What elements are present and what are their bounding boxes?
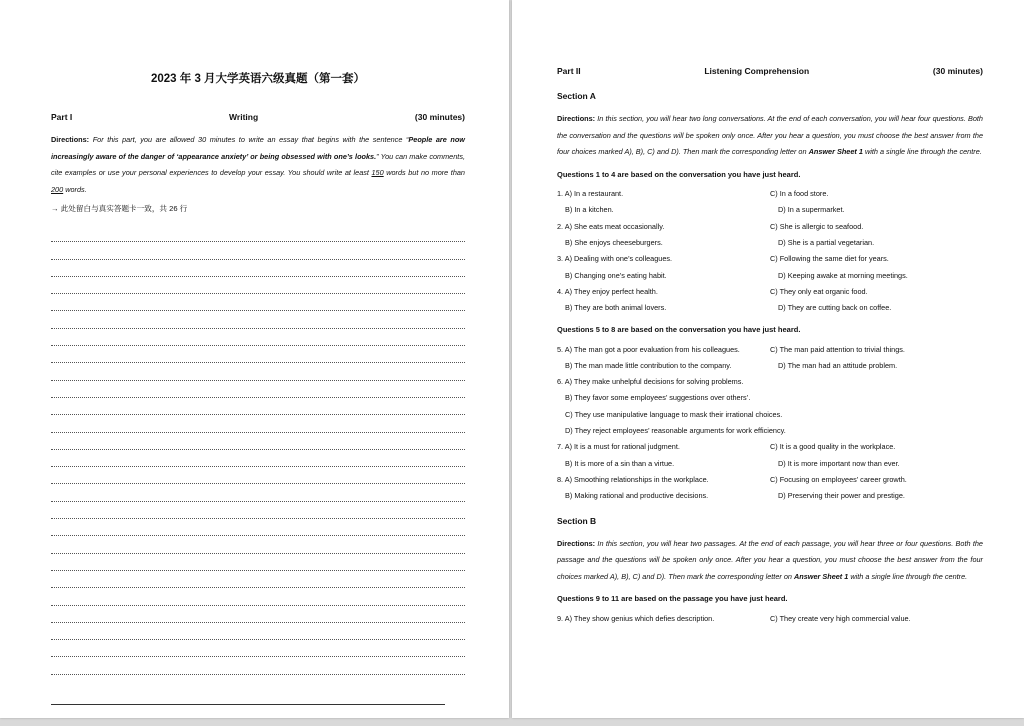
part-time: (30 minutes) bbox=[932, 66, 983, 76]
answer-sheet-ref: Answer Sheet 1 bbox=[793, 571, 849, 581]
answer-line bbox=[51, 588, 465, 605]
option: C) Focusing on employees’ career growth. bbox=[770, 474, 907, 484]
answer-line bbox=[51, 398, 465, 415]
option-row bbox=[557, 341, 983, 357]
option-row bbox=[557, 300, 983, 316]
option-row bbox=[557, 373, 983, 389]
option: D) In a supermarket. bbox=[778, 205, 845, 215]
exam-title: 2023 年 3 月大学英语六级真题（第一套） bbox=[150, 73, 366, 85]
directions-text: In this section, you will hear two passages. At the end of each passage, you will hear three or four questions. Both the passage and the questions will be spoken only once. After you hear a question, you must choose the best answer from the four choices marked A), B), C) and D). Then mark the corresponding letter on bbox=[557, 538, 983, 581]
answer-line bbox=[51, 502, 465, 519]
option: D) The man had an attitude problem. bbox=[778, 360, 898, 370]
answer-line bbox=[51, 294, 465, 311]
directions-text: For this part, you are allowed 30 minutes to write an essay that begins with the sentence “ bbox=[92, 135, 409, 144]
option-row bbox=[557, 406, 983, 422]
answer-line bbox=[51, 242, 465, 259]
questions-9-11-options bbox=[557, 610, 983, 626]
part-name: Listening Comprehension bbox=[704, 66, 810, 76]
part-label: Part I bbox=[51, 112, 73, 122]
left-page bbox=[0, 0, 509, 718]
option: B) They favor some employees’ suggestions over others’. bbox=[565, 393, 751, 403]
answer-sheet-ref: Answer Sheet 1 bbox=[808, 147, 863, 156]
answer-line bbox=[51, 484, 465, 501]
answer-line bbox=[51, 450, 465, 467]
answer-line bbox=[51, 346, 465, 363]
option-row bbox=[557, 488, 983, 504]
listening-part bbox=[557, 66, 983, 627]
section-a-directions bbox=[557, 111, 983, 161]
option: 8. A) Smoothing relationships in the workplace. bbox=[557, 474, 709, 484]
questions-1-4-heading: Questions 1 to 4 are based on the conversation you have just heard. bbox=[557, 169, 801, 179]
answer-line bbox=[51, 554, 465, 571]
writing-lines bbox=[51, 225, 465, 675]
option-row bbox=[557, 610, 983, 626]
questions-5-8-heading: Questions 5 to 8 are based on the conversation you have just heard. bbox=[557, 324, 801, 334]
answer-line bbox=[51, 311, 465, 328]
option: B) It is more of a sin than a virtue. bbox=[565, 458, 675, 468]
option: 1. A) In a restaurant. bbox=[557, 189, 624, 199]
questions-5-8-options bbox=[557, 341, 983, 504]
option: B) She enjoys cheeseburgers. bbox=[565, 238, 663, 248]
min-words: 150 bbox=[371, 168, 384, 177]
section-b-directions bbox=[557, 536, 983, 586]
answer-line bbox=[51, 277, 465, 294]
questions-9-11-heading: Questions 9 to 11 are based on the passage you have just heard. bbox=[557, 594, 788, 604]
answer-line bbox=[51, 381, 465, 398]
option: 9. A) They show genius which defies description. bbox=[557, 613, 715, 623]
option-row bbox=[557, 234, 983, 250]
right-page bbox=[512, 0, 1024, 718]
part-one-header bbox=[51, 112, 465, 122]
option-row bbox=[557, 202, 983, 218]
directions-label: Directions: bbox=[557, 114, 596, 123]
option: D) Preserving their power and prestige. bbox=[778, 491, 905, 501]
answer-line bbox=[51, 363, 465, 380]
option-row bbox=[557, 422, 983, 438]
option-row bbox=[557, 218, 983, 234]
answer-line bbox=[51, 536, 465, 553]
option-row bbox=[557, 186, 983, 202]
part-label: Part II bbox=[557, 66, 581, 76]
option-row bbox=[557, 455, 983, 471]
directions-label: Directions: bbox=[51, 135, 90, 144]
option: C) They only eat organic food. bbox=[770, 286, 868, 296]
directions-text: ” You can make comments, cite examples or use your personal experiences to develop your essay. You should write at least bbox=[51, 151, 465, 177]
option-row bbox=[557, 251, 983, 267]
option: 5. A) The man got a poor evaluation from his colleagues. bbox=[557, 344, 740, 354]
option: D) They reject employees’ reasonable arguments for work efficiency. bbox=[565, 426, 786, 435]
option: C) They use manipulative language to mask their irrational choices. bbox=[565, 409, 783, 419]
option: D) She is a partial vegetarian. bbox=[778, 238, 875, 248]
option: B) Making rational and productive decisions. bbox=[565, 491, 709, 501]
directions-text: with a single line through the centre. bbox=[862, 147, 982, 156]
option: 6. A) They make unhelpful decisions for solving problems. bbox=[557, 377, 744, 387]
option: C) The man paid attention to trivial things. bbox=[770, 344, 905, 354]
option: 4. A) They enjoy perfect health. bbox=[557, 286, 658, 296]
option-row bbox=[557, 357, 983, 373]
answer-sheet-note: → 此处留白与真实答题卡一致，共 26 行 bbox=[51, 204, 188, 213]
option: C) In a food store. bbox=[770, 189, 829, 199]
writing-part bbox=[51, 70, 465, 675]
option: D) Keeping awake at morning meetings. bbox=[778, 270, 908, 280]
option: C) She is allergic to seafood. bbox=[770, 221, 864, 231]
option-row bbox=[557, 283, 983, 299]
directions-text: with a single line through the centre. bbox=[848, 571, 968, 581]
answer-line bbox=[51, 260, 465, 277]
footer-rule bbox=[51, 704, 445, 705]
option: D) They are cutting back on coffee. bbox=[778, 303, 892, 313]
answer-line bbox=[51, 225, 465, 242]
answer-line bbox=[51, 329, 465, 346]
part-two-header bbox=[557, 66, 983, 76]
section-a-title: Section A bbox=[557, 91, 596, 101]
option: B) In a kitchen. bbox=[565, 205, 614, 215]
writing-directions bbox=[51, 132, 465, 198]
directions-text: In this section, you will hear two long conversations. At the end of each conversation, you will hear four questions. Both the conversation and the questions will be spoken only once. After you hear a question, you must choose the best answer from the four choices marked A), B), C) and D). Then mark the corresponding letter on bbox=[557, 114, 983, 156]
option: B) Changing one’s eating habit. bbox=[565, 270, 667, 280]
max-words: 200 bbox=[51, 184, 64, 194]
answer-line bbox=[51, 606, 465, 623]
directions-label: Directions: bbox=[557, 538, 596, 548]
answer-line bbox=[51, 623, 465, 640]
option-row bbox=[557, 390, 983, 406]
directions-text: words but no more than bbox=[383, 168, 465, 177]
answer-line bbox=[51, 415, 465, 432]
option: 2. A) She eats meat occasionally. bbox=[557, 221, 665, 231]
questions-1-4-options bbox=[557, 186, 983, 316]
option: C) It is a good quality in the workplace. bbox=[770, 442, 896, 452]
option: 7. A) It is a must for rational judgment. bbox=[557, 442, 680, 452]
section-b-title: Section B bbox=[557, 515, 597, 526]
option: 3. A) Dealing with one’s colleagues. bbox=[557, 254, 673, 264]
answer-line bbox=[51, 640, 465, 657]
option: D) It is more important now than ever. bbox=[778, 458, 900, 468]
option-row bbox=[557, 267, 983, 283]
option: B) They are both animal lovers. bbox=[565, 303, 667, 313]
answer-line bbox=[51, 467, 465, 484]
option: C) Following the same diet for years. bbox=[770, 254, 889, 264]
option: B) The man made little contribution to the company. bbox=[565, 360, 732, 370]
prompt-sentence: People are now increasingly aware of the danger of ‘appearance anxiety’ or being obsessed with one’s looks. bbox=[51, 135, 465, 161]
answer-line bbox=[51, 571, 465, 588]
option: C) They create very high commercial value. bbox=[770, 613, 911, 623]
option-row bbox=[557, 439, 983, 455]
answer-line bbox=[51, 519, 465, 536]
directions-text: words. bbox=[63, 184, 87, 194]
answer-line bbox=[51, 657, 465, 674]
option-row bbox=[557, 471, 983, 487]
part-name: Writing bbox=[229, 112, 259, 122]
part-time: (30 minutes) bbox=[414, 112, 465, 122]
answer-line bbox=[51, 433, 465, 450]
